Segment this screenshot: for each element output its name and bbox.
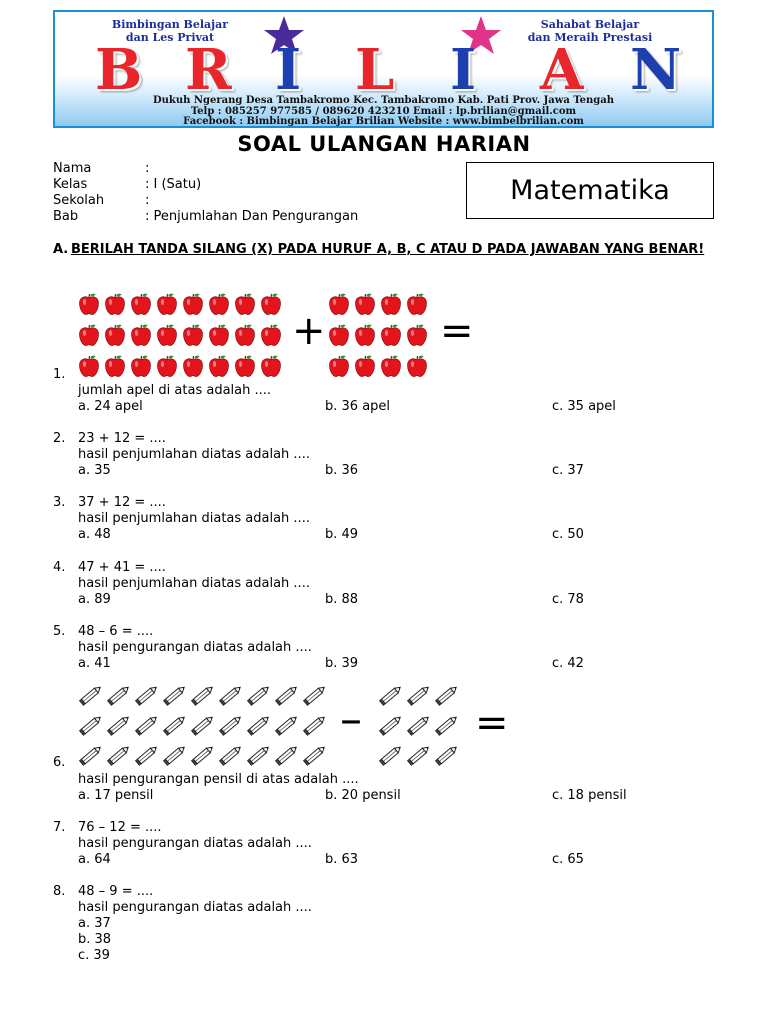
answer-option: a. 41 xyxy=(78,656,111,671)
apple-icon xyxy=(379,323,403,351)
apple-icon xyxy=(405,292,429,320)
apple-icon xyxy=(129,323,153,351)
identity-row-chapter xyxy=(53,209,358,225)
pencil-icon xyxy=(218,743,244,771)
apple-group-right xyxy=(327,292,429,382)
apple-icon xyxy=(155,292,179,320)
identity-block xyxy=(53,161,358,225)
pencil-icon xyxy=(274,713,300,741)
answer-option: c. 78 xyxy=(552,592,584,607)
identity-label: Kelas xyxy=(53,177,88,192)
apple-icon xyxy=(207,323,231,351)
pencil-icon xyxy=(78,713,104,741)
answer-option: a. 89 xyxy=(78,592,111,607)
apple-icon xyxy=(233,323,257,351)
answer-option: c. 18 pensil xyxy=(552,788,627,803)
identity-value: : xyxy=(145,161,150,176)
answer-option: c. 37 xyxy=(552,463,584,478)
apple-icon xyxy=(129,354,153,382)
pencil-icon xyxy=(406,683,432,711)
question-stem: 37 + 12 = .... xyxy=(78,495,166,510)
left-tag-line2: dan Les Privat xyxy=(125,31,215,44)
apple-icon xyxy=(353,323,377,351)
apple-icon xyxy=(259,354,283,382)
answer-option: b. 20 pensil xyxy=(325,788,401,803)
banner-social: Facebook : Bimbingan Belajar Brilian Website : www.bimbelbrilian.com xyxy=(183,116,584,127)
apple-icon xyxy=(207,292,231,320)
question-prompt: hasil pengurangan pensil di atas adalah .... xyxy=(78,772,359,787)
pencil-icon xyxy=(246,683,272,711)
apple-icon xyxy=(233,292,257,320)
apple-icon xyxy=(155,354,179,382)
brand-letter: L xyxy=(355,37,395,103)
pencil-icon xyxy=(434,683,460,711)
pencil-icon xyxy=(274,683,300,711)
apple-icon xyxy=(405,323,429,351)
apple-icon xyxy=(103,354,127,382)
pencil-icon xyxy=(434,713,460,741)
answer-option: c. 39 xyxy=(78,948,110,963)
answer-option: c. 35 apel xyxy=(552,399,616,414)
apple-icon xyxy=(405,354,429,382)
pencil-icon xyxy=(246,743,272,771)
pencil-icon xyxy=(302,683,328,711)
apple-icon xyxy=(379,354,403,382)
pencil-icon xyxy=(162,683,188,711)
question-number: 6. xyxy=(53,755,66,770)
apple-icon xyxy=(207,354,231,382)
answer-option: a. 48 xyxy=(78,527,111,542)
apple-icon xyxy=(327,354,351,382)
answer-option: b. 36 xyxy=(325,463,359,478)
pencil-icon xyxy=(302,743,328,771)
question-number: 1. xyxy=(53,367,66,382)
pencil-icon xyxy=(106,743,132,771)
apple-icon xyxy=(103,323,127,351)
apple-icon xyxy=(77,292,101,320)
identity-label: Nama xyxy=(53,161,92,176)
identity-label: Bab xyxy=(53,209,79,224)
pencil-icon xyxy=(162,743,188,771)
pencil-icon xyxy=(162,713,188,741)
pencil-icon xyxy=(134,683,160,711)
answer-option: a. 24 apel xyxy=(78,399,143,414)
plus-sign: + xyxy=(292,308,326,354)
apple-icon xyxy=(259,292,283,320)
subject-box: Matematika xyxy=(466,162,714,219)
answer-option: b. 36 apel xyxy=(325,399,391,414)
question-number: 3. xyxy=(53,495,66,510)
question-stem: 48 – 9 = .... xyxy=(78,884,154,899)
equals-sign: = xyxy=(440,308,474,354)
answer-option: a. 64 xyxy=(78,852,111,867)
apple-icon xyxy=(77,323,101,351)
brand-letter: I xyxy=(275,37,302,103)
apple-group-left xyxy=(77,292,283,382)
apple-icon xyxy=(155,323,179,351)
identity-row-name xyxy=(53,161,358,177)
brand-letter: N xyxy=(630,37,682,103)
apple-icon xyxy=(181,354,205,382)
header-banner xyxy=(53,10,714,128)
apple-icon xyxy=(233,354,257,382)
pencil-icon xyxy=(246,713,272,741)
pencil-icon xyxy=(78,743,104,771)
answer-option: b. 63 xyxy=(325,852,359,867)
identity-value: : xyxy=(145,193,150,208)
page-title: SOAL ULANGAN HARIAN xyxy=(237,132,531,156)
equals-sign-2: = xyxy=(475,700,509,746)
apple-icon xyxy=(353,354,377,382)
identity-label: Sekolah xyxy=(53,193,105,208)
answer-option: a. 17 pensil xyxy=(78,788,154,803)
brand-letter: B xyxy=(95,37,143,103)
answer-option: c. 65 xyxy=(552,852,584,867)
question-number: 7. xyxy=(53,820,66,835)
pencil-icon xyxy=(190,743,216,771)
pencil-icon xyxy=(302,713,328,741)
question-number: 5. xyxy=(53,624,66,639)
apple-icon xyxy=(77,354,101,382)
pencil-icon xyxy=(378,743,404,771)
apple-icon xyxy=(181,292,205,320)
pencil-icon xyxy=(134,743,160,771)
identity-row-class xyxy=(53,177,358,193)
apple-icon xyxy=(259,323,283,351)
apple-icon xyxy=(353,292,377,320)
question-stem: 47 + 41 = .... xyxy=(78,560,166,575)
apple-icon xyxy=(379,292,403,320)
question-prompt: hasil pengurangan diatas adalah .... xyxy=(78,640,312,655)
question-prompt: hasil penjumlahan diatas adalah .... xyxy=(78,511,310,526)
question-prompt: jumlah apel di atas adalah .... xyxy=(78,383,272,398)
pencil-group-left xyxy=(78,683,328,771)
question-number: 8. xyxy=(53,884,66,899)
answer-option: b. 38 xyxy=(78,932,112,947)
pencil-icon xyxy=(434,743,460,771)
pencil-icon xyxy=(406,713,432,741)
question-stem: 23 + 12 = .... xyxy=(78,431,166,446)
apple-icon xyxy=(129,292,153,320)
answer-option: b. 39 xyxy=(325,656,359,671)
apple-icon xyxy=(327,292,351,320)
answer-option: a. 37 xyxy=(78,916,111,931)
pencil-icon xyxy=(190,713,216,741)
pencil-icon xyxy=(218,713,244,741)
right-tag-line2: dan Meraih Prestasi xyxy=(527,31,653,44)
apple-icon xyxy=(181,323,205,351)
pencil-icon xyxy=(78,683,104,711)
pencil-icon xyxy=(218,683,244,711)
answer-option: c. 42 xyxy=(552,656,584,671)
pencil-icon xyxy=(274,743,300,771)
banner-address: Dukuh Ngerang Desa Tambakromo Kec. Tambakromo Kab. Pati Prov. Jawa Tengah xyxy=(152,95,615,106)
answer-option: a. 35 xyxy=(78,463,111,478)
question-stem: 48 – 6 = .... xyxy=(78,624,154,639)
identity-value: : Penjumlahan Dan Pengurangan xyxy=(145,209,359,224)
instruction xyxy=(53,242,715,258)
right-tag-line1: Sahabat Belajar xyxy=(540,18,640,31)
brand-letter: A xyxy=(540,37,584,103)
apple-icon xyxy=(327,323,351,351)
question-prompt: hasil penjumlahan diatas adalah .... xyxy=(78,447,310,462)
answer-option: c. 50 xyxy=(552,527,584,542)
identity-row-school xyxy=(53,193,358,209)
brand-letter: R xyxy=(185,37,232,103)
apple-icon xyxy=(103,292,127,320)
question-prompt: hasil pengurangan diatas adalah .... xyxy=(78,836,312,851)
answer-option: b. 49 xyxy=(325,527,359,542)
left-tag-line1: Bimbingan Belajar xyxy=(111,18,229,31)
pencil-icon xyxy=(406,743,432,771)
pencil-icon xyxy=(106,683,132,711)
instruction-letter: A. xyxy=(53,242,69,257)
instruction-text: BERILAH TANDA SILANG (X) PADA HURUF A, B, C ATAU D PADA JAWABAN YANG BENAR! xyxy=(71,242,705,257)
minus-sign: – xyxy=(340,694,362,745)
pencil-icon xyxy=(134,713,160,741)
pencil-group-right xyxy=(378,683,460,771)
identity-value: : I (Satu) xyxy=(145,177,202,192)
brand-letter: I xyxy=(450,37,477,103)
question-prompt: hasil penjumlahan diatas adalah .... xyxy=(78,576,310,591)
question-prompt: hasil pengurangan diatas adalah .... xyxy=(78,900,312,915)
pencil-icon xyxy=(378,683,404,711)
pencil-icon xyxy=(190,683,216,711)
banner-contact: Telp : 085257 977585 / 089620 423210 Email : lp.brilian@gmail.com xyxy=(190,106,577,117)
answer-option: b. 88 xyxy=(325,592,359,607)
question-number: 2. xyxy=(53,431,66,446)
question-number: 4. xyxy=(53,560,66,575)
question-stem: 76 – 12 = .... xyxy=(78,820,162,835)
pencil-icon xyxy=(106,713,132,741)
pencil-icon xyxy=(378,713,404,741)
